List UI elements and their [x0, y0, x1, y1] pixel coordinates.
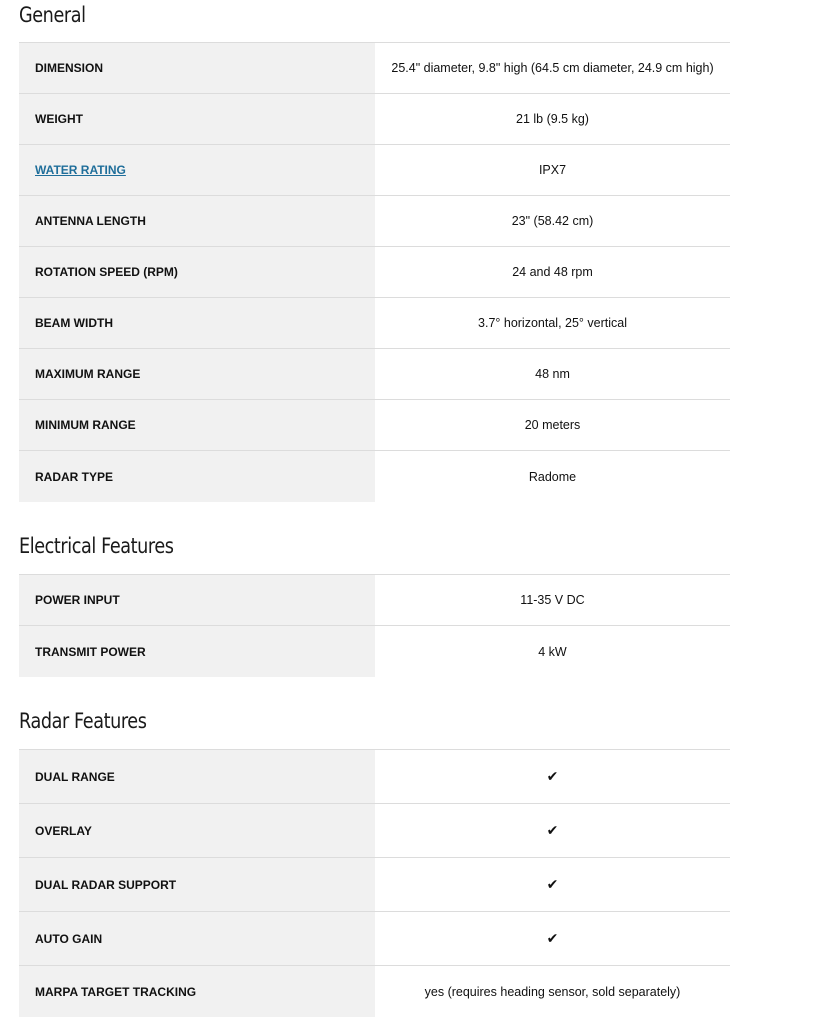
spec-row-dual-radar-support [19, 858, 730, 912]
checkmark-icon: ✔ [375, 858, 730, 911]
water-rating-link[interactable]: WATER RATING [19, 145, 375, 195]
spec-table-radar [19, 749, 730, 1017]
spec-value: 25.4" diameter, 9.8" high (64.5 cm diameter, 24.9 cm high) [375, 43, 730, 93]
spec-row-maximum-range [19, 349, 730, 400]
spec-row-overlay [19, 804, 730, 858]
spec-row-rotation-speed [19, 247, 730, 298]
spec-label: BEAM WIDTH [19, 298, 375, 348]
spec-row-beam-width [19, 298, 730, 349]
section-title-radar-features: Radar Features [19, 709, 147, 733]
spec-row-marpa-target-tracking [19, 966, 730, 1017]
spec-row-minimum-range [19, 400, 730, 451]
spec-value: 11-35 V DC [375, 575, 730, 625]
checkmark-icon: ✔ [375, 912, 730, 965]
spec-value: 23" (58.42 cm) [375, 196, 730, 246]
spec-label: MINIMUM RANGE [19, 400, 375, 450]
spec-label: OVERLAY [19, 804, 375, 857]
spec-label: DUAL RANGE [19, 750, 375, 803]
spec-label: ANTENNA LENGTH [19, 196, 375, 246]
spec-row-radar-type [19, 451, 730, 502]
spec-label: DIMENSION [19, 43, 375, 93]
checkmark-icon: ✔ [375, 750, 730, 803]
spec-value: 24 and 48 rpm [375, 247, 730, 297]
spec-label: TRANSMIT POWER [19, 626, 375, 677]
spec-value: 4 kW [375, 626, 730, 677]
spec-table-general [19, 42, 730, 502]
spec-label: WEIGHT [19, 94, 375, 144]
spec-row-antenna-length [19, 196, 730, 247]
spec-row-dimension [19, 43, 730, 94]
checkmark-icon: ✔ [375, 804, 730, 857]
spec-value: 48 nm [375, 349, 730, 399]
spec-label: RADAR TYPE [19, 451, 375, 502]
spec-row-weight [19, 94, 730, 145]
spec-label: MARPA TARGET TRACKING [19, 966, 375, 1017]
spec-row-auto-gain [19, 912, 730, 966]
spec-label: ROTATION SPEED (RPM) [19, 247, 375, 297]
spec-label: AUTO GAIN [19, 912, 375, 965]
spec-table-electrical [19, 574, 730, 677]
spec-row-transmit-power [19, 626, 730, 677]
spec-label: MAXIMUM RANGE [19, 349, 375, 399]
spec-value: yes (requires heading sensor, sold separately) [375, 966, 730, 1017]
spec-row-power-input [19, 575, 730, 626]
section-title-electrical-features: Electrical Features [19, 534, 174, 558]
spec-value: 20 meters [375, 400, 730, 450]
spec-row-water-rating [19, 145, 730, 196]
spec-value: 3.7° horizontal, 25° vertical [375, 298, 730, 348]
spec-value: IPX7 [375, 145, 730, 195]
spec-label: POWER INPUT [19, 575, 375, 625]
spec-row-dual-range [19, 750, 730, 804]
spec-value: 21 lb (9.5 kg) [375, 94, 730, 144]
spec-value: Radome [375, 451, 730, 502]
spec-label: DUAL RADAR SUPPORT [19, 858, 375, 911]
section-title-general: General [19, 3, 86, 27]
